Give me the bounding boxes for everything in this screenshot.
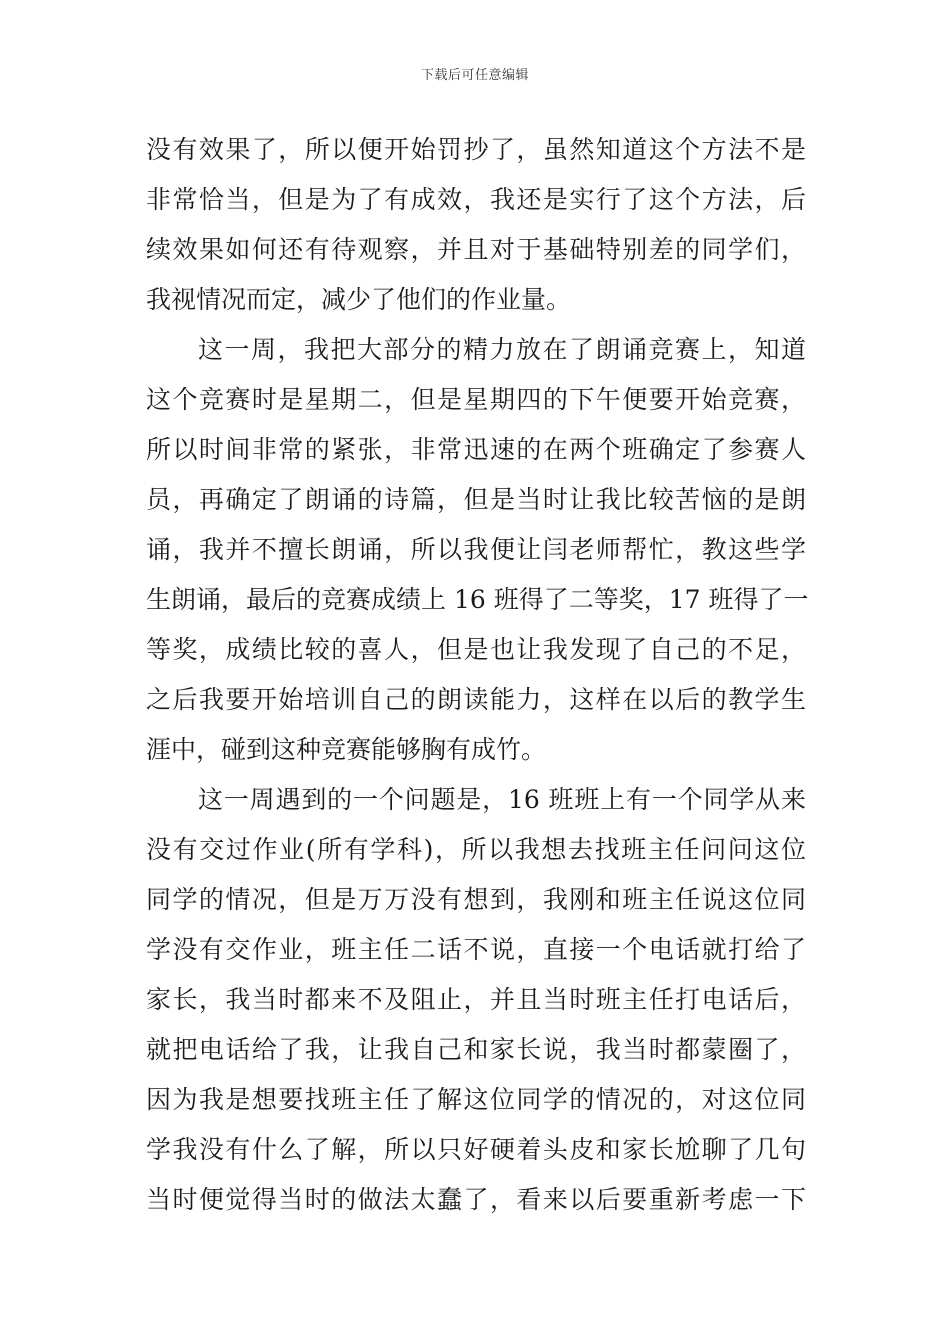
text-line-18: 家长，我当时都来不及阻止，并且当时班主任打电话后，: [146, 985, 806, 1014]
text-line-5: 这一周，我把大部分的精力放在了朗诵竞赛上，知道: [198, 335, 806, 364]
text-line-11: 等奖，成绩比较的喜人，但是也让我发现了自己的不足，: [146, 635, 806, 664]
text-line-10: 生朗诵，最后的竞赛成绩上 16 班得了二等奖，17 班得了一: [146, 585, 809, 614]
page-header: 下载后可任意编辑: [420, 68, 529, 83]
text-line-8: 员，再确定了朗诵的诗篇，但是当时让我比较苦恼的是朗: [146, 485, 806, 514]
text-line-4: 我视情况而定，减少了他们的作业量。: [146, 285, 572, 314]
text-line-20: 因为我是想要找班主任了解这位同学的情况的，对这位同: [146, 1085, 806, 1114]
text-line-3: 续效果如何还有待观察，并且对于基础特别差的同学们，: [146, 235, 806, 264]
text-line-22: 当时便觉得当时的做法太蠢了，看来以后要重新考虑一下: [146, 1185, 806, 1214]
text-line-21: 学我没有什么了解，所以只好硬着头皮和家长尬聊了几句: [146, 1135, 806, 1164]
text-line-16: 同学的情况，但是万万没有想到，我刚和班主任说这位同: [146, 885, 806, 914]
text-line-7: 所以时间非常的紧张，非常迅速的在两个班确定了参赛人: [146, 435, 806, 464]
text-line-14: 这一周遇到的一个问题是，16 班班上有一个同学从来: [198, 785, 806, 814]
text-line-1: 没有效果了，所以便开始罚抄了，虽然知道这个方法不是: [146, 135, 806, 164]
text-line-2: 非常恰当，但是为了有成效，我还是实行了这个方法，后: [146, 185, 806, 214]
text-line-12: 之后我要开始培训自己的朗读能力，这样在以后的教学生: [146, 685, 806, 714]
text-line-15: 没有交过作业(所有学科)，所以我想去找班主任问问这位: [146, 835, 806, 864]
text-line-13: 涯中，碰到这种竞赛能够胸有成竹。: [146, 735, 547, 764]
text-line-17: 学没有交作业，班主任二话不说，直接一个电话就打给了: [146, 935, 806, 964]
text-line-9: 诵，我并不擅长朗诵，所以我便让闫老师帮忙，教这些学: [146, 535, 806, 564]
text-line-6: 这个竞赛时是星期二，但是星期四的下午便要开始竞赛，: [146, 385, 806, 414]
text-line-19: 就把电话给了我，让我自己和家长说，我当时都蒙圈了，: [146, 1035, 806, 1064]
